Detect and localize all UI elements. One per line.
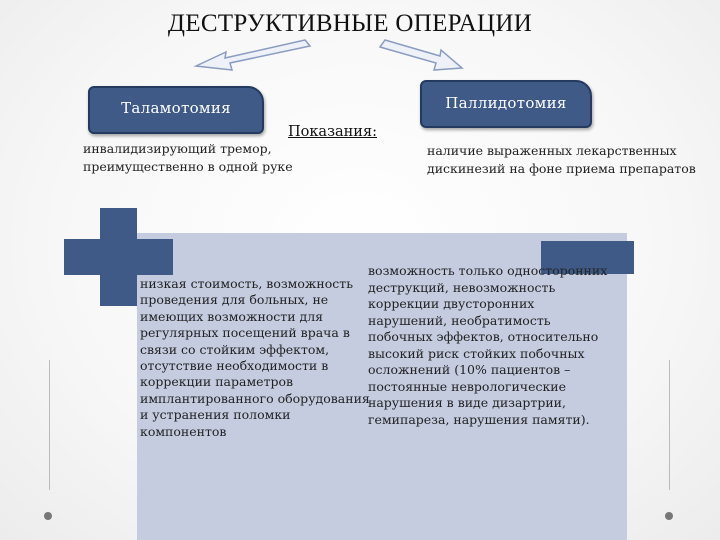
thalamotomy-box: Таламотомия xyxy=(88,86,264,134)
decor-line-left xyxy=(49,360,50,490)
indications-label: Показания: xyxy=(288,124,377,140)
slide-title: ДЕСТРУКТИВНЫЕ ОПЕРАЦИИ xyxy=(167,10,533,37)
plus-icon-bar xyxy=(64,239,173,275)
decor-line-right xyxy=(669,360,670,490)
pallidotomy-indication: наличие выраженных лекарственных дискинезий на фоне приема препаратов xyxy=(427,143,696,176)
arrow-left-icon xyxy=(196,40,310,70)
arrow-right-icon xyxy=(380,40,462,70)
disadvantages-text: возможность только односторонних деструкций, невозможность коррекции двусторонних нарушений, необратимость побочных эффектов, относительно высокий риск стойких побочных осложнений (10% пациентов – постоянные неврологические нарушения в виде дизартрии, гемипареза, нарушения памяти). xyxy=(368,263,608,427)
pallidotomy-box: Паллидотомия xyxy=(420,80,592,128)
advantages-text: низкая стоимость, возможность проведения для больных, не имеющих возможности для регулярных посещений врача в связи со стойким эффектом, отсутствие необходимости в коррекции параметров имплантированного оборудования и устранения поломки компонентов xyxy=(140,276,370,439)
decor-dot-left xyxy=(44,512,52,520)
branch-arrows xyxy=(0,0,720,90)
thalamotomy-indication: инвалидизирующий тремор, преимущественно в одной руке xyxy=(83,141,293,174)
decor-dot-right xyxy=(665,512,673,520)
